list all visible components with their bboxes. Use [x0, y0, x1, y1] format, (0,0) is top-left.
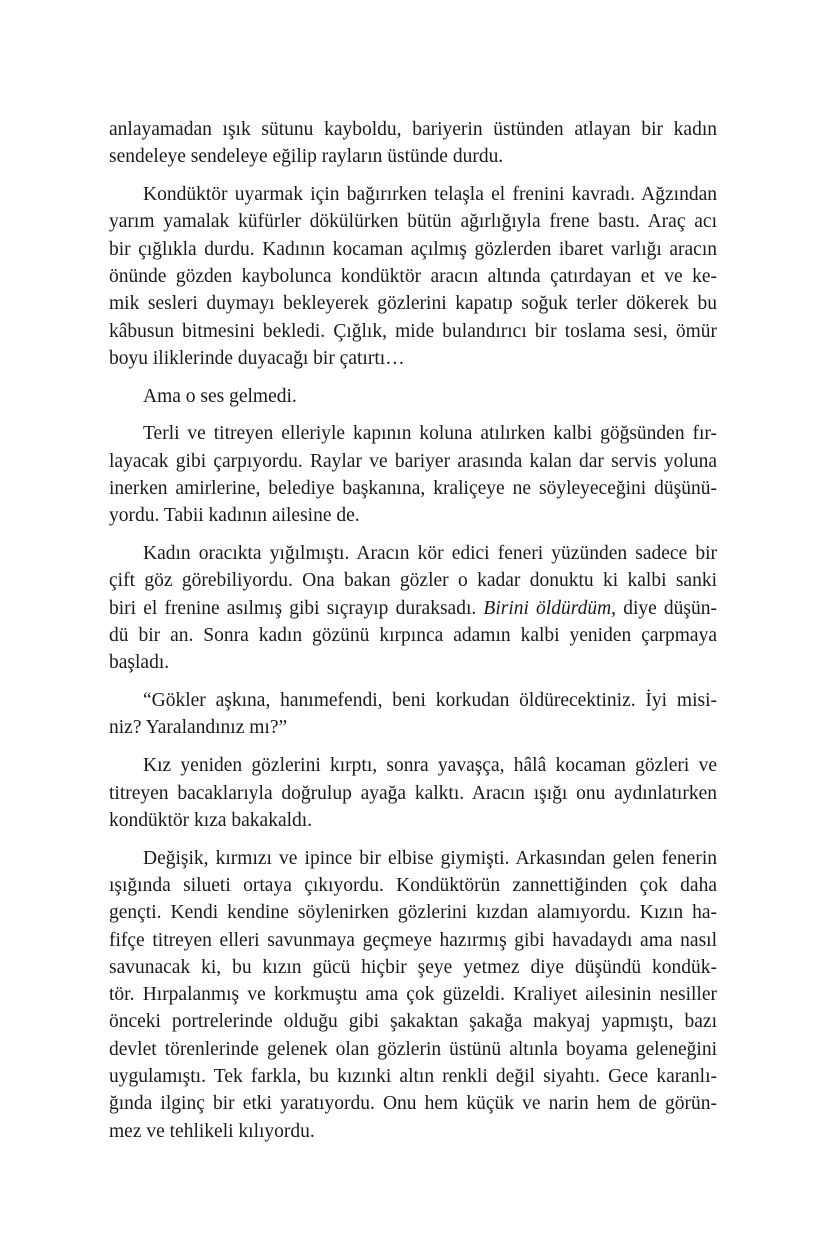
- text-segment: çift göz görebiliyordu. Ona bakan gözler o kadar donuktu ki kalbi sanki: [109, 570, 717, 592]
- text-segment: önceki portrelerinde olduğu gibi şakaktan şakağa makyaj yapmıştı, bazı: [109, 1011, 717, 1033]
- text-segment: gençti. Kendi kendine söylenirken gözlerini kızdan alamıyordu. Kızın ha-: [109, 902, 717, 924]
- text-line: [109, 954, 717, 981]
- text-segment: önünde gözden kaybolunca kondüktör aracın altında çatırdayan et ve ke-: [109, 265, 717, 287]
- text-line: [109, 649, 717, 676]
- text-segment: titreyen bacaklarıyla doğrulup ayağa kalktı. Aracın ışığı onu aydınlatırken: [109, 782, 717, 804]
- text-line: [109, 1008, 717, 1035]
- text-line: [109, 143, 717, 170]
- text-line: [109, 502, 717, 529]
- paragraph: [109, 116, 717, 171]
- text-segment: bir çığlıkla durdu. Kadının kocaman açılmış gözlerden ibaret varlığı aracın: [109, 238, 717, 260]
- text-segment: inerken amirlerine, belediye başkanına, kraliçeye ne söyleyeceğini düşünü-: [109, 478, 717, 500]
- text-line: [109, 752, 717, 779]
- text-line: [109, 807, 717, 834]
- text-line: [109, 567, 717, 594]
- book-page: [109, 116, 717, 1155]
- text-segment: Ama o ses gelmedi.: [143, 385, 297, 407]
- text-segment: Kadın oracıkta yığılmıştı. Aracın kör edici feneri yüzünden sadece bir: [143, 543, 717, 565]
- text-segment: sendeleye sendeleye eğilip rayların üstünde durdu.: [109, 146, 504, 168]
- text-segment: ğında ilginç bir etki yaratıyordu. Onu hem küçük ve narin hem de görün-: [109, 1093, 717, 1115]
- text-segment: ışığında silueti ortaya çıkıyordu. Kondüktörün zannettiğinden çok daha: [109, 874, 717, 896]
- text-segment: layacak gibi çarpıyordu. Raylar ve bariyer arasında kalan dar servis yoluna: [109, 450, 717, 472]
- paragraph: [109, 845, 717, 1145]
- text-line: [109, 208, 717, 235]
- text-segment: mez ve tehlikeli kılıyordu.: [109, 1120, 315, 1142]
- text-segment: biri el frenine asılmış gibi sıçrayıp duraksadı.: [109, 597, 484, 619]
- text-line: [109, 475, 717, 502]
- text-segment: Terli ve titreyen elleriyle kapının koluna atılırken kalbi göğsünden fır-: [143, 423, 717, 445]
- paragraph: [109, 181, 717, 372]
- text-line: [109, 420, 717, 447]
- text-segment: anlayamadan ışık sütunu kayboldu, bariyerin üstünden atlayan bir kadın: [109, 119, 717, 140]
- text-line: [109, 318, 717, 345]
- text-line: [109, 780, 717, 807]
- text-line: [109, 845, 717, 872]
- text-segment: “Gökler aşkına, hanımefendi, beni korkudan öldürecektiniz. İyi misi-: [143, 690, 717, 712]
- text-line: [109, 345, 717, 372]
- text-line: [109, 927, 717, 954]
- paragraph: [109, 383, 717, 410]
- text-line: [109, 687, 717, 714]
- text-segment: kondüktör kıza bakakaldı.: [109, 809, 313, 831]
- text-segment: savunacak ki, bu kızın gücü hiçbir şeye yetmez diye düşündü kondük-: [109, 956, 717, 978]
- text-segment: yordu. Tabii kadının ailesine de.: [109, 505, 360, 527]
- text-segment: niz? Yaralandınız mı?”: [109, 717, 288, 739]
- text-segment: Kız yeniden gözlerini kırptı, sonra yavaşça, hâlâ kocaman gözleri ve: [143, 755, 717, 777]
- text-segment: yarım yamalak küfürler dökülürken bütün ağırlığıyla frene bastı. Araç acı: [109, 211, 717, 233]
- paragraph: [109, 540, 717, 676]
- text-segment: tör. Hırpalanmış ve korkmuştu ama çok güzeldi. Kraliyet ailesinin nesiller: [109, 984, 717, 1006]
- text-line: [109, 1063, 717, 1090]
- text-segment: kâbusun bitmesini bekledi. Çığlık, mide bulandırıcı bir toslama sesi, ömür: [109, 320, 717, 342]
- text-line: [109, 181, 717, 208]
- text-line: [109, 540, 717, 567]
- text-segment: başladı.: [109, 652, 170, 674]
- text-line: [109, 236, 717, 263]
- text-line: [109, 872, 717, 899]
- italic-text: Birini öldürdüm: [483, 597, 612, 619]
- text-line: [109, 290, 717, 317]
- text-segment: Kondüktör uyarmak için bağırırken telaşla el frenini kavradı. Ağzından: [143, 184, 717, 206]
- text-line: [109, 116, 717, 143]
- text-line: [109, 981, 717, 1008]
- paragraph: [109, 420, 717, 529]
- paragraph: [109, 752, 717, 834]
- text-line: [109, 622, 717, 649]
- text-line: [109, 714, 717, 741]
- paragraph: [109, 687, 717, 742]
- text-line: [109, 383, 717, 410]
- text-segment: Değişik, kırmızı ve ipince bir elbise giymişti. Arkasından gelen fenerin: [143, 847, 717, 869]
- text-line: [109, 899, 717, 926]
- text-segment: mik sesleri duymayı bekleyerek gözlerini kapatıp soğuk terler dökerek bu: [109, 293, 717, 315]
- text-line: [109, 595, 717, 622]
- text-line: [109, 263, 717, 290]
- text-line: [109, 1036, 717, 1063]
- text-segment: fifçe titreyen elleri savunmaya geçmeye hazırmış gibi havadaydı ama nasıl: [109, 929, 717, 951]
- text-segment: , diye düşün-: [611, 597, 717, 619]
- text-segment: dü bir an. Sonra kadın gözünü kırpınca adamın kalbi yeniden çarpmaya: [109, 625, 717, 647]
- text-line: [109, 448, 717, 475]
- text-line: [109, 1118, 717, 1145]
- text-line: [109, 1090, 717, 1117]
- text-segment: boyu iliklerinde duyacağı bir çatırtı…: [109, 347, 405, 369]
- text-segment: devlet törenlerinde gelenek olan gözlerin üstünü altınla boyama geleneğini: [109, 1038, 717, 1060]
- text-segment: uygulamıştı. Tek farkla, bu kızınki altın renkli değil siyahtı. Gece karanlı-: [109, 1066, 717, 1087]
